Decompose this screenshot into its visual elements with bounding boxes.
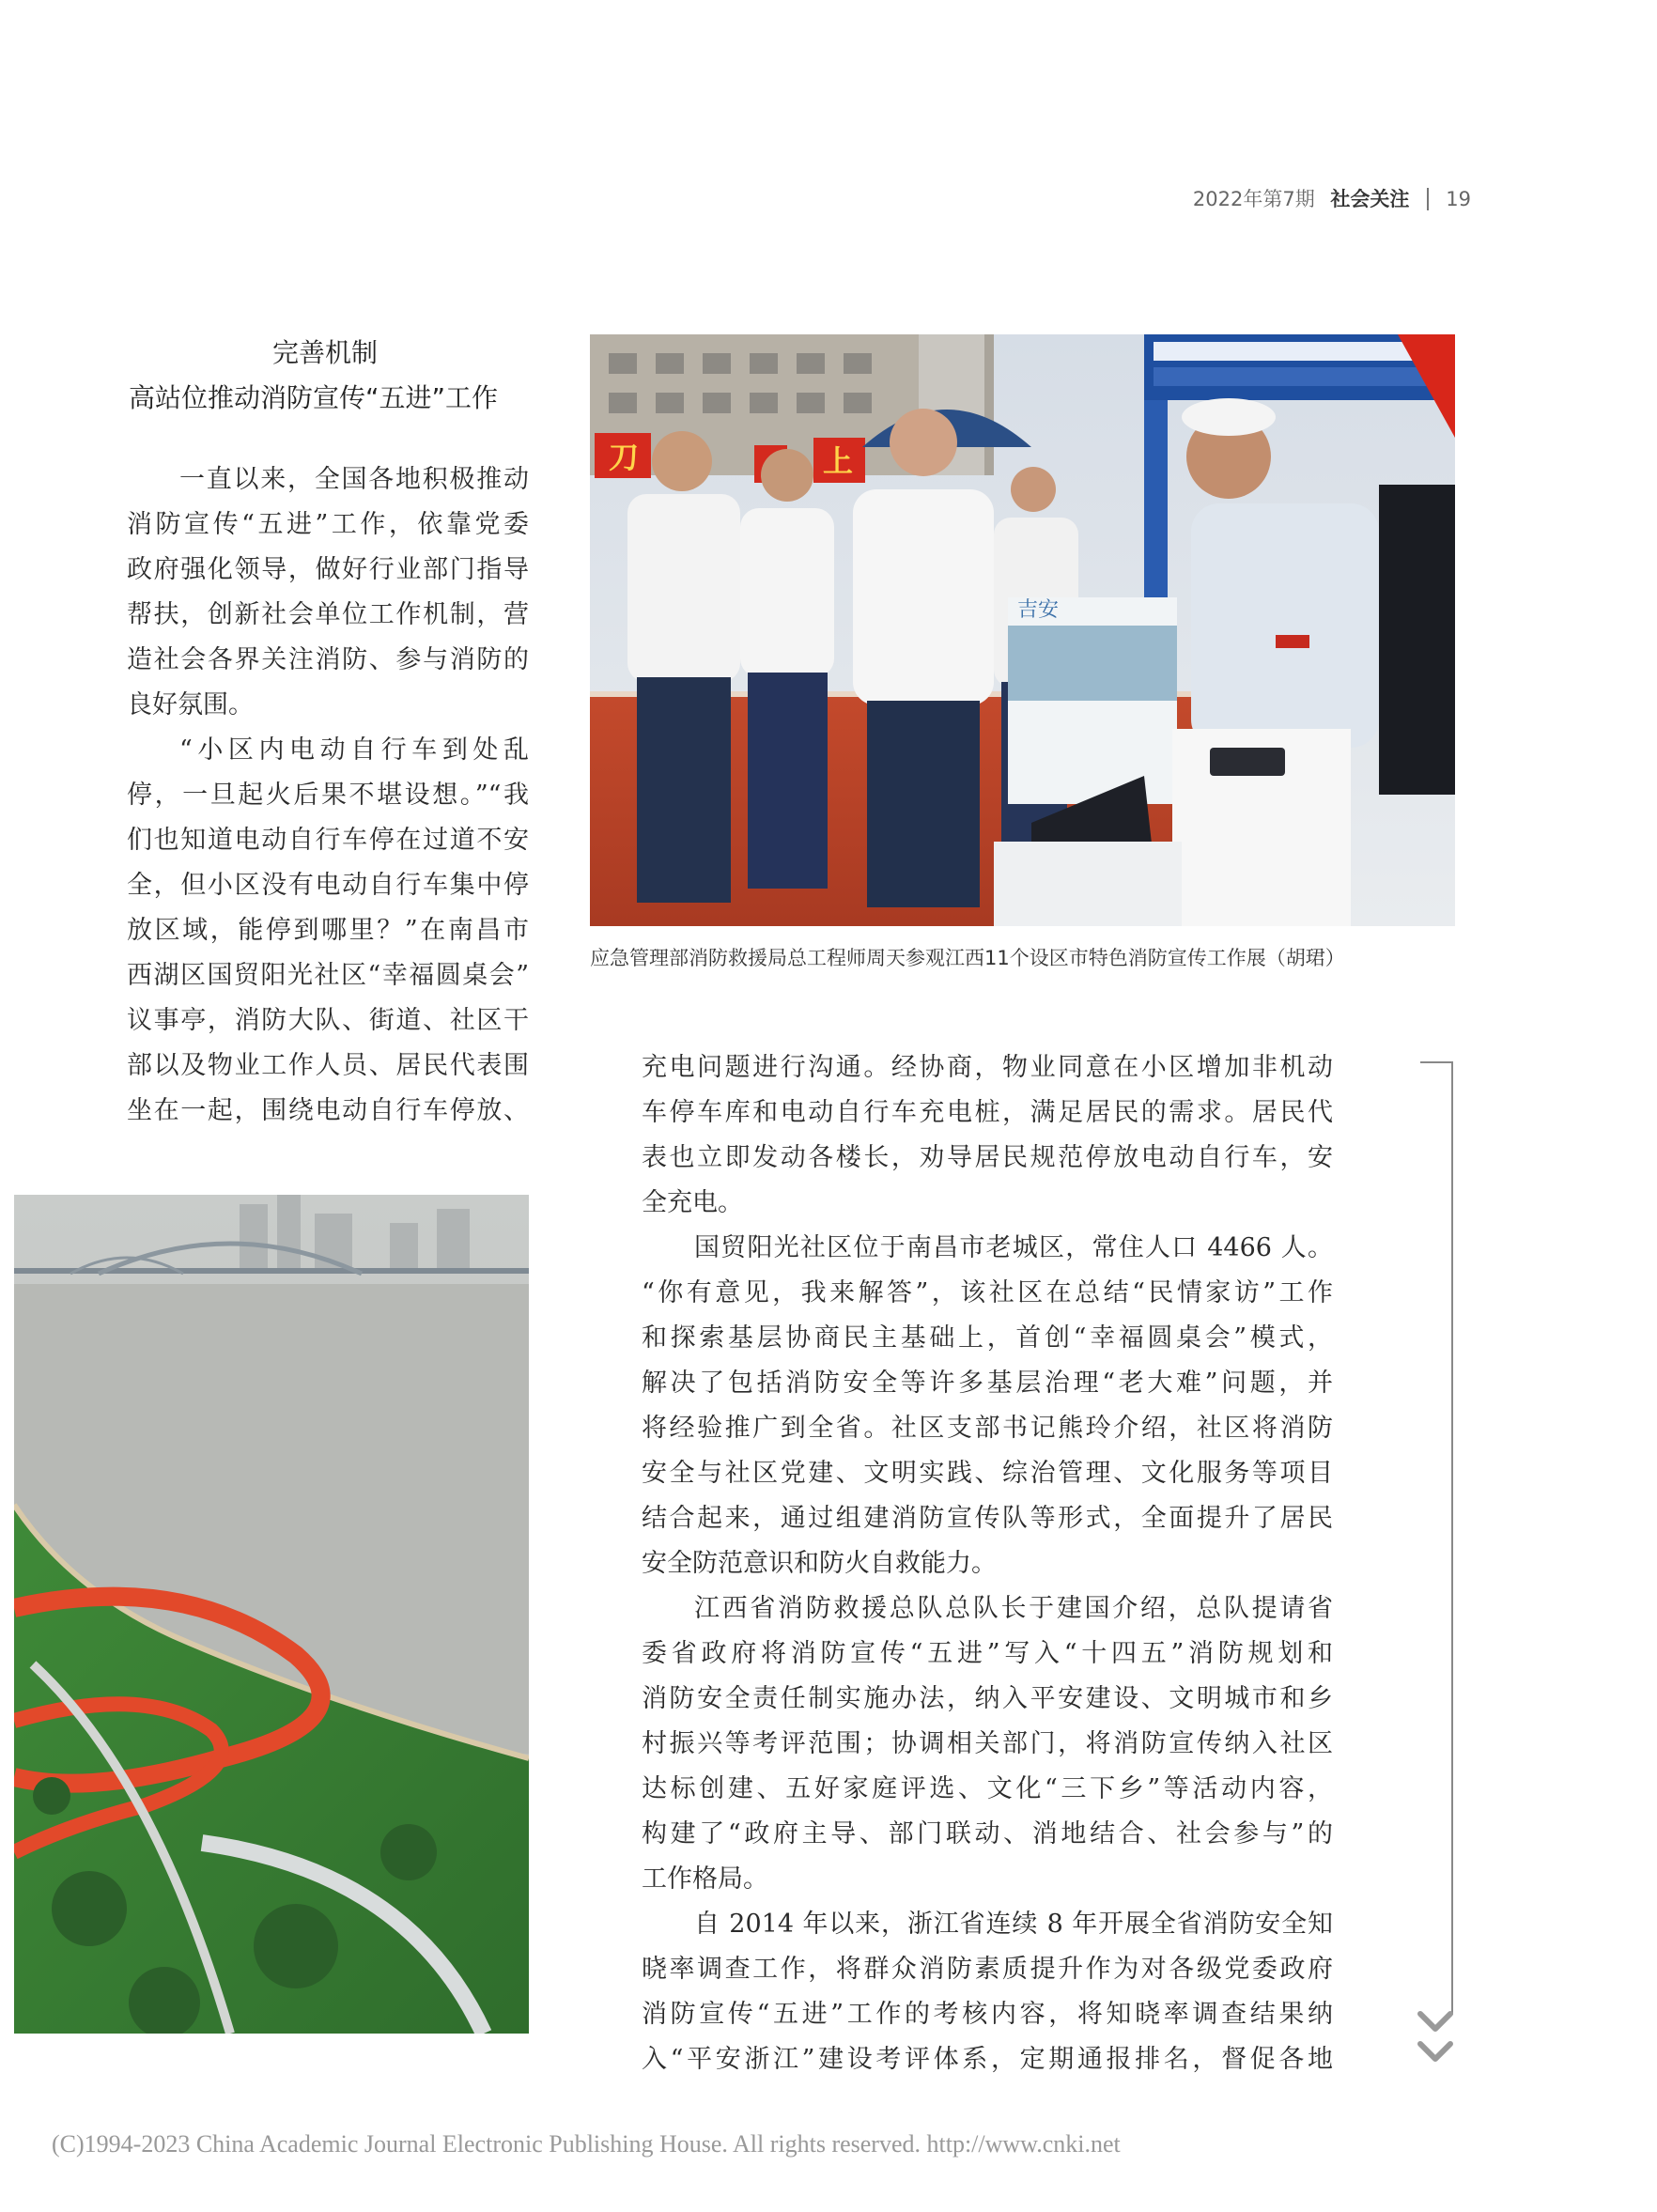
para-3-line: 解决了包括消防安全等许多基层治理“老大难”问题，并 [642,1369,1333,1398]
header-divider [1427,188,1429,210]
ornament-bracket-top [1420,1061,1452,1063]
para-2-line: 坐在一起，围绕电动自行车停放、 [127,1096,529,1125]
para-4-line: 达标创建、五好家庭评选、文化“三下乡”等活动内容， [642,1774,1333,1803]
para-2-cont-line: 充电问题进行沟通。经协商，物业同意在小区增加非机动 [642,1053,1333,1082]
para-2-cont-line: 全充电。 [642,1188,743,1217]
photo-caption: 应急管理部消防救援局总工程师周天参观江西11个设区市特色消防宣传工作展（胡珺） [590,947,1345,969]
para-2-line: 停，一旦起火后果不堪设想。”“我 [127,781,529,810]
river-park-photo [14,1195,529,2034]
para-2-line: “小区内电动自行车到处乱 [179,735,529,765]
para-1-line: 政府强化领导，做好行业部门指导 [127,555,529,584]
sign-char-1: 刀 [609,440,640,475]
issue-label: 2022年第7期 [1192,188,1315,210]
para-1-line: 一直以来，全国各地积极推动 [179,465,529,494]
para-3-line: 结合起来，通过组建消防宣传队等形式，全面提升了居民 [642,1504,1333,1533]
right-column [642,1045,1333,2082]
para-4-line: 构建了“政府主导、部门联动、消地结合、社会参与”的 [642,1819,1333,1848]
para-2-line: 部以及物业工作人员、居民代表围 [127,1051,529,1080]
para-4-line: 消防安全责任制实施办法，纳入平安建设、文明城市和乡 [642,1684,1333,1713]
chevron-down-icon [1417,2008,1454,2036]
section-heading-line1: 完善机制 [272,337,379,368]
sign-char-2: 上 [823,443,854,479]
para-3-line: “你有意见，我来解答”，该社区在总结“民情家访”工作 [642,1278,1333,1307]
para-3-line: 将经验推广到全省。社区支部书记熊玲介绍，社区将消防 [642,1414,1333,1443]
para-4-line: 村振兴等考评范围；协调相关部门，将消防宣传纳入社区 [642,1729,1333,1758]
exhibition-photo [590,334,1455,926]
left-column [127,457,529,1134]
para-2-line: 放区域，能停到哪里？”在南昌市 [127,916,529,945]
para-4-line: 江西省消防救援总队总队长于建国介绍，总队提请省 [694,1594,1333,1623]
para-3-line: 安全与社区党建、文明实践、综治管理、文化服务等项目 [642,1459,1333,1488]
booth-sign-text: 吉安 [1017,598,1060,622]
para-1-line: 造社会各界关注消防、参与消防的 [127,645,529,674]
para-3-line: 国贸阳光社区位于南昌市老城区，常住人口 4466 人。 [694,1233,1333,1262]
para-1-line: 良好氛围。 [127,690,254,719]
para-5-line: 入“平安浙江”建设考评体系，定期通报排名，督促各地 [642,2045,1333,2074]
ornament-bracket-line [1451,1061,1453,2015]
para-2-line: 全，但小区没有电动自行车集中停 [127,871,529,900]
para-5-line: 晓率调查工作，将群众消防素质提升作为对各级党委政府 [642,1955,1333,1984]
page-number: 19 [1446,188,1471,210]
para-5-line: 自 2014 年以来，浙江省连续 8 年开展全省消防安全知 [694,1910,1333,1939]
para-2-line: 西湖区国贸阳光社区“幸福圆桌会” [127,961,529,990]
para-1-line: 帮扶，创新社会单位工作机制，营 [127,600,529,629]
column-label: 社会关注 [1330,188,1410,210]
para-1-line: 消防宣传“五进”工作，依靠党委 [127,510,529,539]
copyright-footer: (C)1994-2023 China Academic Journal Electronic Publishing House. All rights reserved. http://www.cnki.net [52,2130,1121,2158]
exhibition-photo-image [590,334,1455,926]
para-2-line: 议事亭，消防大队、街道、社区干 [127,1006,529,1035]
para-4-line: 工作格局。 [642,1864,768,1894]
para-2-cont-line: 表也立即发动各楼长，劝导居民规范停放电动自行车，安 [642,1143,1333,1172]
para-5-line: 消防宣传“五进”工作的考核内容，将知晓率调查结果纳 [642,2000,1333,2029]
para-2-cont-line: 车停车库和电动自行车充电桩，满足居民的需求。居民代 [642,1098,1333,1127]
para-2-line: 们也知道电动自行车停在过道不安 [127,826,529,855]
para-4-line: 委省政府将消防宣传“五进”写入“十四五”消防规划和 [642,1639,1333,1668]
para-3-line: 和探索基层协商民主基础上，首创“幸福圆桌会”模式， [642,1323,1333,1353]
running-header [1193,184,1471,212]
section-heading-line2: 高站位推动消防宣传“五进”工作 [129,382,499,413]
para-3-line: 安全防范意识和防火自救能力。 [642,1549,997,1578]
river-park-photo-image [14,1195,529,2034]
chevron-down-icon [1417,2038,1454,2066]
